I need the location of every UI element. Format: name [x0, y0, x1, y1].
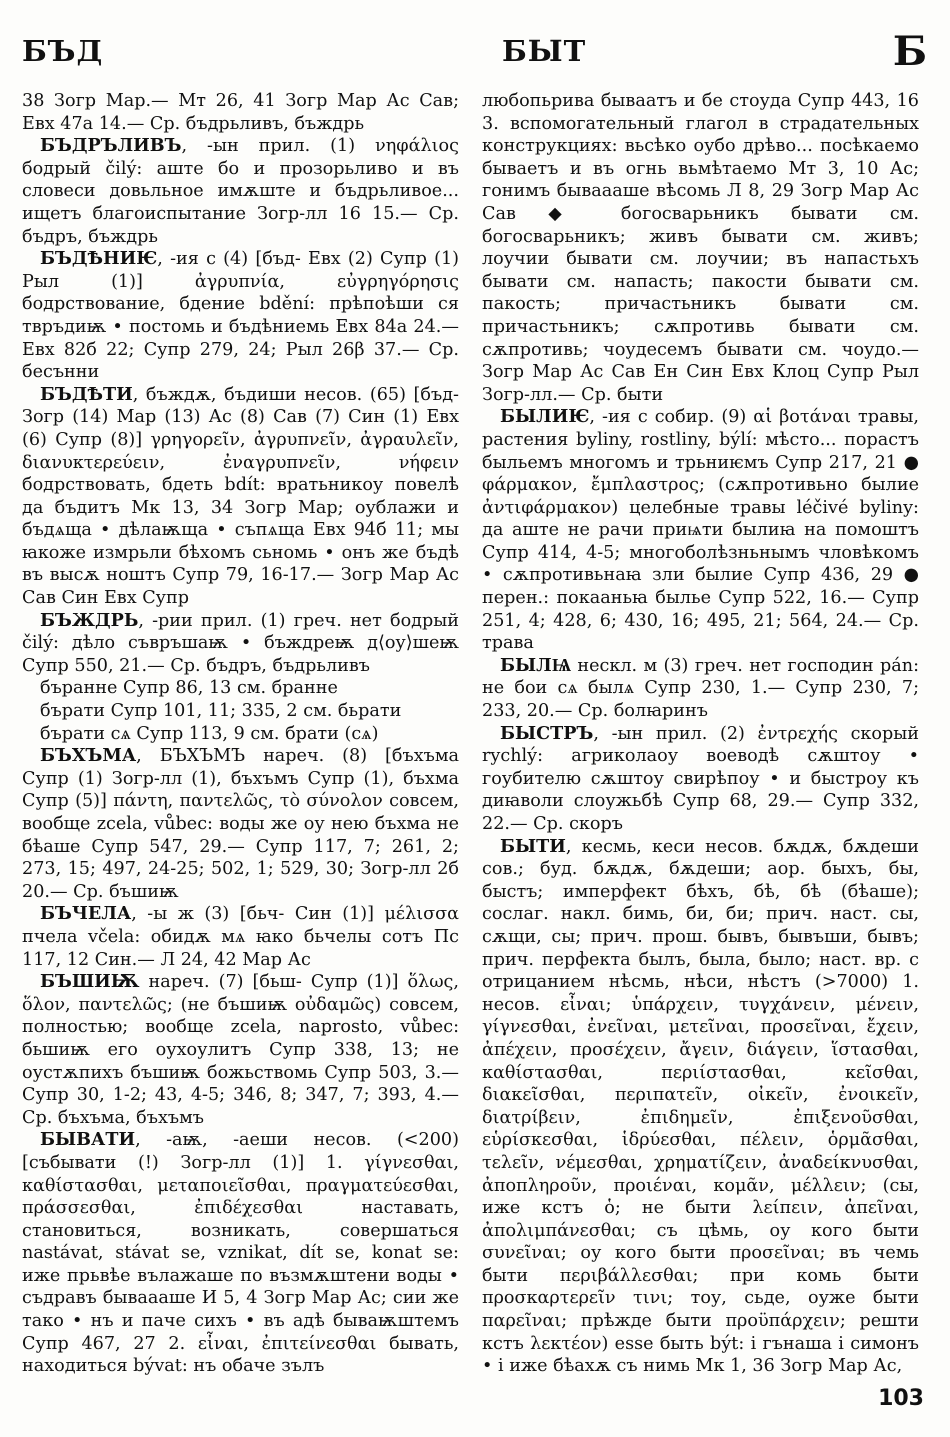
headword: БЪЧЕЛА	[40, 903, 132, 925]
headword: БЫЛѨ	[500, 654, 572, 676]
cross-reference: бъранне Супр 86, 13 см. бранне	[40, 678, 338, 699]
cross-reference: бърати сѧ Супр 113, 9 см. брати (сѧ)	[40, 723, 379, 744]
headword: БЫСТРЪ	[500, 722, 594, 744]
dictionary-entry: БЪЖДРЬ, -рии прил. (1) греч. нет бодрый čilý: дѣло съвръшаѭ • бъждреѭ д⟨оу⟩шеѭ Супр 550, 21.— Ср. бъдръ, бъдрьливъ	[22, 609, 459, 676]
dictionary-entry: БЫЛѨ нескл. м (3) греч. нет господин pán: не бои сѧ былѧ Супр 230, 1.— Супр 230, 7; 233, 20.— Ср. болꙗринъ	[482, 654, 919, 722]
dictionary-entry: БЫЛИѤ, -ия с собир. (9) αἱ βοτάναι травы, растения byliny, rostliny, býlí: мѣсто... порастъ быльемъ многомъ и трьниѥмъ Супр 217, 21 ● φάρμακον, ἔμπλαστρος; (сѫпротивьно былие ἀντιφάρμακον) целебные травы léčivé byliny: да аште не рачи приѩти былиꙗ на помоштъ Супр 414, 4-5; многоболѣзньнымъ чловѣкомъ • сѫпротивьнаꙗ зли былие Супр 436, 29 ● перен.: покааньꙗ былье Супр 522, 16.— Супр 251, 4; 428, 6; 430, 16; 495, 21; 564, 24.— Ср. трава	[482, 406, 919, 654]
dictionary-entry: БЫСТРЪ, -ын прил. (2) ἐντρεχής скорый rychlý: агриколаоу воеводѣ сѫштоу • гоубителю сѫштоу свирѣпоу • и быстроу къ диꙗволи слоужьбѣ Супр 68, 29.— Супр 332, 22.— Ср. скоръ	[482, 722, 919, 834]
section-letter: Б	[892, 28, 928, 75]
left-column	[22, 90, 459, 1378]
headword: БЪДѢТИ	[40, 383, 133, 405]
headword: БЫТИ	[500, 835, 566, 857]
headword: БЪДРЪЛИВЪ	[40, 135, 182, 157]
dictionary-entry: БЪДѢТИ, бъждѫ, бъдиши несов. (65) [бъд- Зогр (14) Мар (13) Ас (8) Сав (7) Син (1) Евх (6) Супр (8)] γρηγορεῖν, ἀγρυπνεῖν, ἀγραυλεῖν, διανυκτερεύειν, ἐναγρυπνεῖν, νήφειν бодрствовать, бдеть bdít: вратьникоу повелѣ да бъдитъ Мк 13, 34 Зогр Мар; оублажи и бъдѧща • дѣлаѭща • съпѧща Евх 94б 11; мы ꙗкоже измрьли бѣхомъ сьномь • онъ же бъдѣ въ высѫ ноштъ Супр 79, 16-17.— Зогр Мар Ас Сав Син Евх Супр	[22, 383, 459, 609]
dictionary-entry: любопьрива бываатъ и бе стоуда Супр 443, 16 3. вспомогательный глагол в страдательных конструкциях: вьсѣко оубо дрѣво... посѣкаемо бываетъ и въ огнь вьмѣтаемо Мт 3, 10 Ас; гонимъ бываааше вѣсомь Л 8, 29 Зогр Мар Ас Сав ◆ богосварьникъ бывати см. богосварьникъ; живъ бывати см. живъ; лоучии бывати см. лоучии; въ напастьхъ бывати см. напасть; пакости бывати см. пакость; причастьникъ бывати см. причастьникъ; сѫпротивь бывати см. сѫпротивь; чоудесемъ бывати см. чоудо.— Зогр Мар Ас Сав Ен Син Евх Клоц Супр Рыл Зогр-лл.— Ср. быти	[482, 91, 919, 405]
page-header	[22, 28, 928, 75]
dictionary-entry: БЫВАТИ, -аѭ, -аеши несов. (<200) [събывати (!) Зогр-лл (1)] 1. γίγνεσθαι, καθίστασθαι, μεταποιεῖσθαι, πραγματεύεσθαι, πράσσεσθαι, ἐπιδέχεσθαι наставать, становиться, возникать, совершаться nastávat, stávat se, vznikat, dít se, konat se: иже прьвѣе вълажаше по възмѫштени воды • съдравъ бываааше И 5, 4 Зогр Мар Ас; сии же тако • нъ и паче сихъ • въ адѣ бываѭштемъ Супр 467, 27 2. εἶναι, ἐπιτείνεσθαι бывать, находиться bývat: нъ обаче зълъ	[22, 1129, 459, 1377]
headword: БЪШИѬ	[40, 971, 140, 993]
dictionary-entry: 38 Зогр Мар.— Мт 26, 41 Зогр Мар Ас Сав; Евх 47а 14.— Ср. бъдрьливъ, бъждрь	[22, 91, 459, 134]
right-column	[482, 90, 919, 1378]
dictionary-entry: БЪЧЕЛА, -ы ж (3) [бьч- Син (1)] μέλισσα пчела včela: обидѫ мѧ ꙗко бьчелы сотъ Пс 117, 12 Син.— Л 24, 42 Мар Ас	[22, 903, 459, 970]
dictionary-entry: БЪШИѬ нареч. (7) [бьш- Супр (1)] ὅλως, ὅλον, παντελῶς; (не бъшиѭ οὐδαμῶς) совсем, полностью; вообще zcela, naprosto, vůbec: бьшиѭ его оухоулитъ Супр 338, 13; не оустѫпихъ бъшиѭ божьствомь Супр 503, 3.— Супр 30, 1-2; 43, 4-5; 346, 8; 347, 7; 393, 4.— Ср. бъхъма, бъхъмъ	[22, 971, 459, 1128]
headword: БЪХЪМА	[40, 745, 137, 767]
headword: БЪЖДРЬ	[40, 609, 139, 631]
dictionary-entry: БЪДРЪЛИВЪ, -ын прил. (1) νηφάλιος бодрый čilý: аште бо и прозорьливо и въ словеси довьльное имѫште и бъдрьливое... ищетъ благоиспытание Зогр-лл 16 15.— Ср. бъдръ, бъждрь	[22, 135, 459, 247]
center-running-head: БЫТ	[502, 34, 587, 68]
cross-reference: бърати Супр 101, 11; 335, 2 см. бьрати	[40, 701, 402, 722]
dictionary-entry: БЫТИ, кесмь, кеси несов. бѫдѫ, бѫдеши сов.; буд. бѫдѫ, бѫдеши; аор. быхъ, бы, быстъ; имперфект бѣхъ, бѣ, бѣ (бѣаше); сослаг. накл. бимь, би, би; прич. наст. сы, сѫщи, сы; прич. прош. бывъ, бывъши, бывъ; прич. перфекта былъ, была, было; наст. вр. с отрицанием нѣсмь, нѣси, нѣстъ (>7000) 1. несов. εἶναι; ὑπάρχειν, τυγχάνειν, μένειν, γίγνεσθαι, ἐνεῖναι, μετεῖναι, προσεῖναι, ἔχειν, ἀπέχειν, προσέχειν, ἄγειν, διάγειν, ἵστασθαι, καθίστασθαι, περιίστασθαι, κεῖσθαι, διακεῖσθαι, περιπατεῖν, οἰκεῖν, ἐνοικεῖν, διατρίβειν, ἐπιδημεῖν, ἐπιξενοῦσθαι, εὑρίσκεσθαι, ἱδρύεσθαι, πέλειν, ὁρμᾶσθαι, τελεῖν, νέμεσθαι, χρηματίζειν, ἀναδείκνυσθαι, ἀποπληροῦν, προιέναι, κομᾶν, μέλλειν; (сы, иже кстъ ὁ; не быти λείπειν, ἀπεῖναι, ἀπολιμπάνεσθαι; съ цѣмь, оу кого быти συνεῖναι; оу кого быти προσεῖναι; въ чемь быти περιβάλλεσθαι; при комь быти προσκαρτερεῖν τινι; тоу, сьде, оуже быти παρεῖναι; прѣжде быти προϋπάρχειν; решти кстъ λεκτέον) esse быть být: і гънаша і симонъ • і иже бѣахѫ съ нимь Мк 1, 36 Зогр Мар Ас,	[482, 835, 919, 1377]
headword: БЪДѢНИѤ	[40, 248, 158, 270]
headword: БЫЛИѤ	[500, 406, 590, 428]
left-running-head: БЪД	[22, 34, 104, 68]
dictionary-entry: БЪДѢНИѤ, -ия с (4) [бъд- Евх (2) Супр (1) Рыл (1)] ἀγρυπνία, εὐγρηγόρησις бодрствование, бдение bdění: прѣпоѣши ся твръдиѭ • постомь и бъдѣниемь Евх 84а 24.— Евх 82б 22; Супр 279, 24; Рыл 26β 37.— Ср. бесънни	[22, 248, 459, 383]
dictionary-entry: БЪХЪМА, БЪХЪМЪ нареч. (8) [бъхъма Супр (1) Зогр-лл (1), бъхъмъ Супр (1), бъхма Супр (5)] πάντη, παντελῶς, τὸ σύνολον совсем, вообще zcela, vůbec: воды же оу нею бъхма не бѣаше Супр 547, 29.— Супр 117, 7; 261, 2; 273, 15; 497, 24-25; 502, 1; 529, 30; Зогр-лл 2б 20.— Ср. бъшиѭ	[22, 745, 459, 902]
page-number: 103	[878, 1386, 924, 1411]
headword: БЫВАТИ	[40, 1129, 136, 1151]
